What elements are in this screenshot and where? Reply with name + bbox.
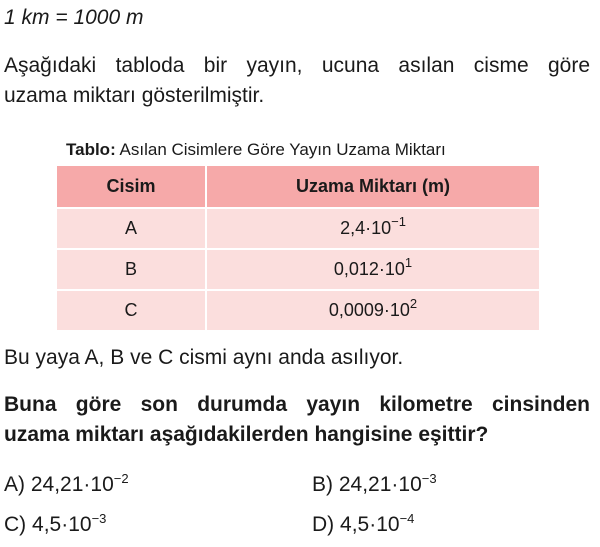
- option-exponent: −2: [113, 471, 129, 486]
- cell-elongation: [206, 249, 539, 290]
- option-label: B): [312, 473, 333, 496]
- option-b[interactable]: [312, 473, 437, 497]
- option-label: D): [312, 513, 335, 536]
- option-mantissa: 24,21·10: [338, 473, 422, 496]
- option-a[interactable]: [4, 473, 129, 497]
- header-elongation: Uzama Miktarı (m): [206, 166, 539, 208]
- cell-object: C: [57, 290, 206, 330]
- table-caption-label: Tablo:: [66, 140, 116, 159]
- cell-exponent: −1: [391, 214, 406, 229]
- option-label: C): [4, 513, 27, 536]
- option-c[interactable]: [4, 513, 106, 537]
- cell-elongation: [206, 290, 539, 330]
- question-line2: [4, 420, 488, 449]
- option-mantissa: 4,5·10: [340, 513, 400, 536]
- option-exponent: −3: [421, 471, 437, 486]
- table-row: [57, 290, 539, 330]
- option-mantissa: 4,5·10: [32, 513, 92, 536]
- cell-mantissa: 2,4·10: [340, 218, 392, 238]
- question-line2-text: uzama miktarı aşağıdakilerden hangisine eşittir?: [4, 423, 489, 446]
- question-line1-text: Buna göre son durumda yayın kilometre cinsinden: [4, 393, 590, 416]
- cell-object: A: [57, 208, 206, 249]
- elongation-table: [57, 166, 539, 330]
- table-header-row: [57, 166, 539, 208]
- table-caption: [66, 140, 446, 160]
- table-row: [57, 249, 539, 290]
- option-d[interactable]: [312, 513, 414, 537]
- cell-object: B: [57, 249, 206, 290]
- option-mantissa: 24,21·10: [30, 473, 114, 496]
- option-label: A): [4, 473, 25, 496]
- table-row: [57, 208, 539, 249]
- cell-exponent: 1: [404, 255, 413, 270]
- statement-text: Bu yaya A, B ve C cismi aynı anda asılıyor.: [4, 346, 404, 369]
- intro-paragraph-line2: uzama miktarı gösterilmiştir.: [4, 84, 265, 107]
- cell-mantissa: 0,012·10: [333, 259, 405, 279]
- cell-elongation: [206, 208, 539, 249]
- cell-mantissa: 0,0009·10: [328, 300, 410, 320]
- question-line1: [4, 390, 590, 419]
- cell-exponent: 2: [409, 296, 418, 311]
- table-caption-text: Asılan Cisimlere Göre Yayın Uzama Miktarı: [115, 140, 446, 159]
- option-exponent: −3: [91, 511, 107, 526]
- option-exponent: −4: [399, 511, 415, 526]
- intro-paragraph-line1: Aşağıdaki tabloda bir yayın, ucuna asılan cisme göre: [4, 54, 590, 77]
- unit-conversion-formula: 1 km = 1000 m: [4, 6, 144, 29]
- header-object: Cisim: [57, 166, 206, 208]
